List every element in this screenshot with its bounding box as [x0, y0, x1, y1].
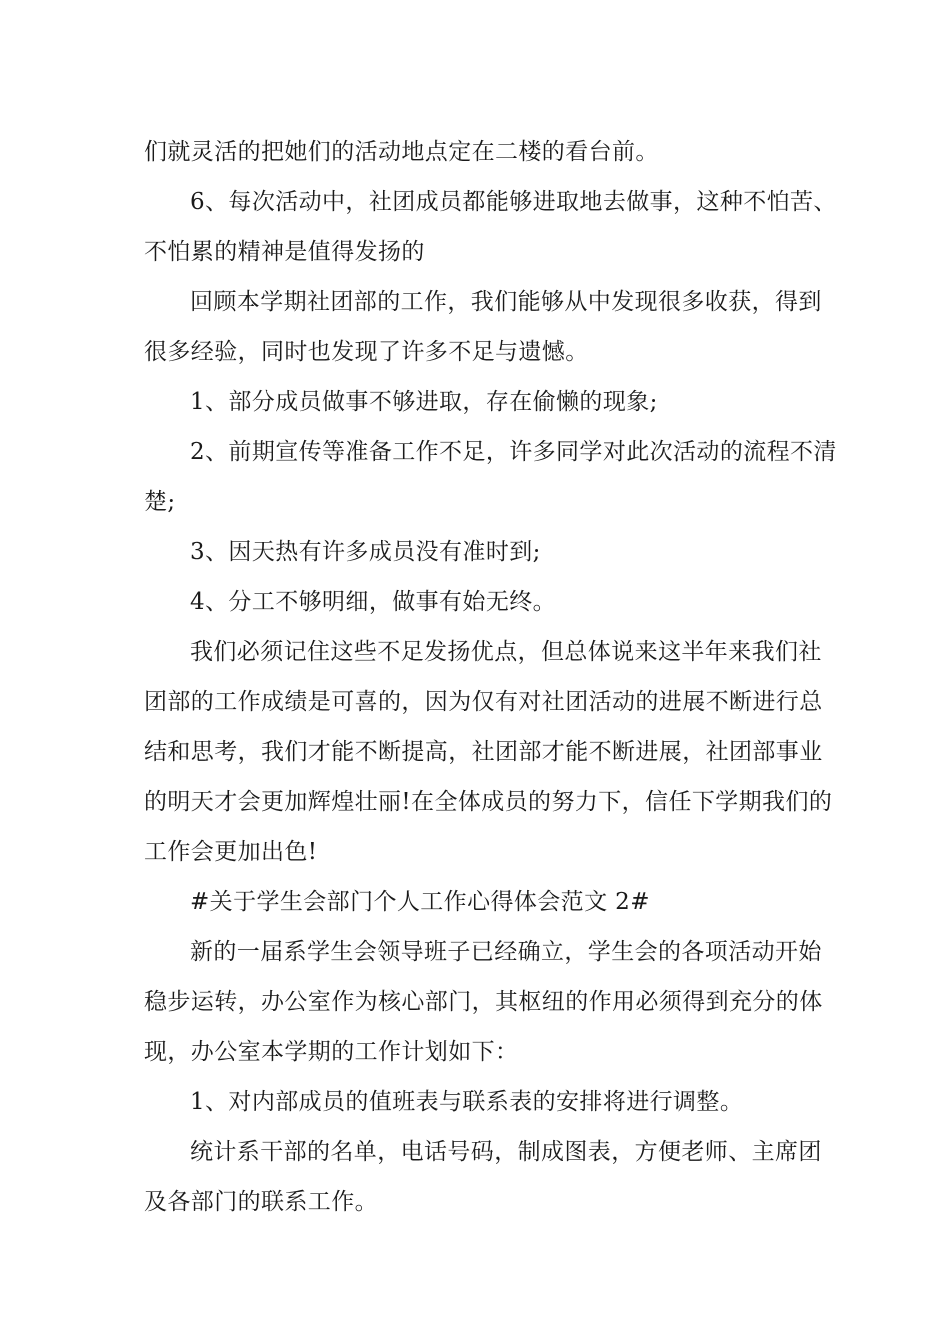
- text-line: 新的一届系学生会领导班子已经确立，学生会的各项活动开始: [190, 939, 822, 965]
- text-line: 1、部分成员做事不够进取，存在偷懒的现象;: [190, 389, 658, 415]
- text-line: 及各部门的联系工作。: [144, 1189, 378, 1215]
- text-line: 很多经验，同时也发现了许多不足与遗憾。: [144, 339, 589, 365]
- text-line: 6、每次活动中，社团成员都能够进取地去做事，这种不怕苦、: [190, 189, 837, 215]
- text-line: 2、前期宣传等准备工作不足，许多同学对此次活动的流程不清: [190, 439, 837, 465]
- text-line: 不怕累的精神是值得发扬的: [144, 239, 425, 265]
- text-line: 工作会更加出色!: [144, 839, 318, 865]
- text-line: 们就灵活的把她们的活动地点定在二楼的看台前。: [144, 139, 659, 165]
- text-line: 楚;: [144, 489, 176, 515]
- text-line: 稳步运转，办公室作为核心部门，其枢纽的作用必须得到充分的体: [144, 989, 823, 1015]
- text-line: 团部的工作成绩是可喜的，因为仅有对社团活动的进展不断进行总: [144, 689, 823, 715]
- text-line: 现，办公室本学期的工作计划如下：: [144, 1039, 519, 1065]
- text-line: 我们必须记住这些不足发扬优点，但总体说来这半年来我们社: [190, 639, 822, 665]
- text-line: 回顾本学期社团部的工作，我们能够从中发现很多收获，得到: [190, 289, 822, 315]
- text-line: 的明天才会更加辉煌壮丽!在全体成员的努力下，信任下学期我们的: [144, 789, 833, 815]
- text-line: 1、对内部成员的值班表与联系表的安排将进行调整。: [190, 1089, 744, 1115]
- section-heading: #关于学生会部门个人工作心得体会范文 2#: [190, 889, 650, 915]
- text-line: 3、因天热有许多成员没有准时到;: [190, 539, 541, 565]
- text-line: 统计系干部的名单，电话号码，制成图表，方便老师、主席团: [190, 1139, 822, 1165]
- text-line: 4、分工不够明细，做事有始无终。: [190, 589, 557, 615]
- text-line: 结和思考，我们才能不断提高，社团部才能不断进展，社团部事业: [144, 739, 823, 765]
